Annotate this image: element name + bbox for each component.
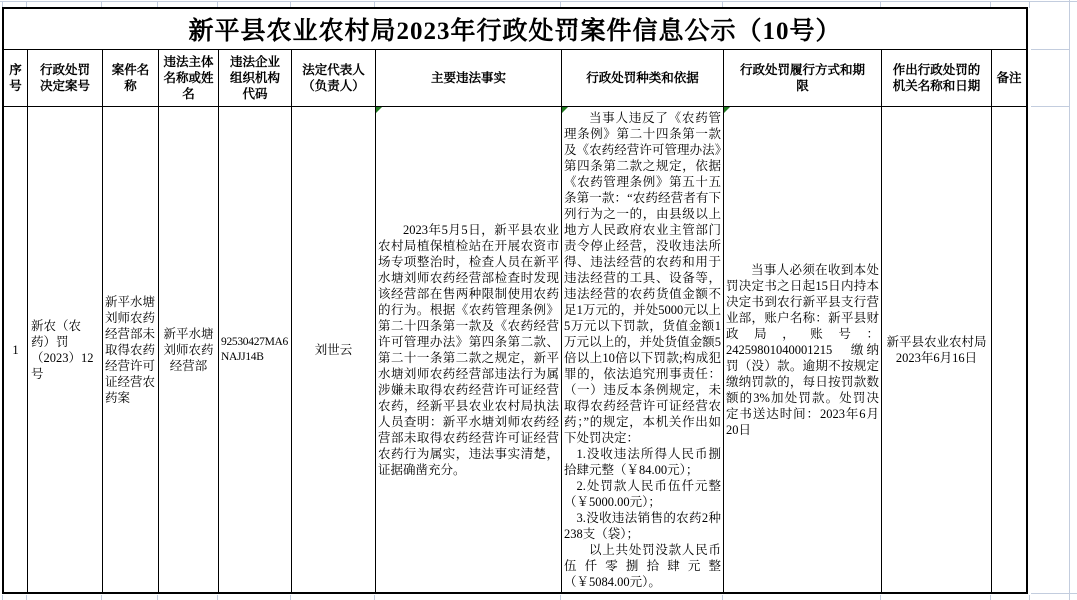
error-indicator-icon xyxy=(376,107,382,113)
penalty-item-3: 3.没收违法销售的农药2种238支（袋）； xyxy=(564,510,721,541)
penalty-item-2: 2.处罚款人民币伍仟元整（￥5000.00元）； xyxy=(564,478,721,509)
penalty-basis-text: 当事人违反了《农药管理条例》第二十四条第一款及《农药经营许可管理办法》第四条第二款之规定，依据《农药管理条例》第五十五条第一款：“农药经营者有下列行为之一的，由县级以上地方人民政府农业主管部门责令停止经营，没收违法所得、违法经营的农药和用于违法经营的工具、设备等，违法经营的农药货值金额不足1万元的，并处5000元以上5万元以下罚款，货值金额1万元以上的，并处货值金额5倍以上10倍以下罚款;构成犯罪的，依法追究刑事责任：（一）违反本条例规定，未取得农药经营许可证经营农药；”的规定，本机关作出如下处罚决定： xyxy=(564,110,721,445)
authority-name: 新平县农业农村局 xyxy=(886,334,987,349)
header-penalty-type-basis[interactable]: 行政处罚种类和依据 xyxy=(562,50,724,107)
header-remark[interactable]: 备注 xyxy=(992,50,1026,107)
gridline xyxy=(2,595,3,600)
cell-seq-no[interactable]: 1 xyxy=(4,107,28,592)
header-case-name[interactable]: 案件名称 xyxy=(103,50,159,107)
cell-case-name[interactable]: 新平水塘刘师农药经营部未取得农药经营许可证经营农药案 xyxy=(103,107,159,592)
error-indicator-icon xyxy=(724,107,730,113)
gridline xyxy=(1031,106,1069,107)
header-seq-no[interactable]: 序号 xyxy=(4,50,28,107)
header-subject-name[interactable]: 违法主体名称或姓名 xyxy=(159,50,219,107)
penalty-item-1: 1.没收违法所得人民币捌拾肆元整（￥84.00元）； xyxy=(564,446,721,477)
authority-date: 2023年6月16日 xyxy=(895,350,978,365)
page-title[interactable]: 新平县农业农村局2023年行政处罚案件信息公示（10号） xyxy=(4,9,1026,50)
cell-legal-rep[interactable]: 刘世云 xyxy=(292,107,376,592)
gridline xyxy=(1069,0,1070,600)
gridline xyxy=(1031,593,1077,594)
header-execution-deadline[interactable]: 行政处罚履行方式和期限 xyxy=(724,50,882,107)
gridline xyxy=(1031,49,1069,50)
cell-remark[interactable] xyxy=(992,107,1026,592)
cell-penalty-type-basis[interactable] xyxy=(562,107,724,592)
cell-org-code[interactable]: 92530427MA6NAJJ14B xyxy=(219,107,292,592)
gridline xyxy=(0,1,1077,2)
penalty-total: 以上共处罚没款人民币伍仟零捌拾肆元整（￥5084.00元）。 xyxy=(564,542,721,589)
header-authority-date[interactable]: 作出行政处罚的机关名称和日期 xyxy=(882,50,992,107)
cell-execution-deadline[interactable] xyxy=(724,107,882,592)
header-case-number[interactable]: 行政处罚决定案号 xyxy=(28,50,103,107)
cell-main-facts[interactable] xyxy=(376,107,562,592)
execution-text: 当事人必须在收到本处罚决定书之日起15日内持本决定书到农行新平县支行营业部，账户名称：新平县财政局，账号：24259801040001215 缴纳罚（没）款。逾期不按规定缴纳罚款的，每日按罚款数额的3%加处罚款。处罚决定书送达时间：2023年6月20日 xyxy=(726,262,879,437)
cell-case-number[interactable]: 新农（农药）罚（2023）12号 xyxy=(28,107,103,592)
main-facts-text: 2023年5月5日，新平县农业农村局植保植检站在开展农资市场专项整治时，检查人员在新平水塘刘师农药经营部检查时发现该经营部在售两种限制使用农药的行为。根据《农药管理条例》第二十四条第一款及《农药经营许可管理办法》第四条第二款、第二十一条第二款之规定，新平水塘刘师农药经营部违法行为属涉嫌未取得农药经营许可证经营农药，经新平县农业农村局执法人员查明：新平水塘刘师农药经营部未取得农药经营许可证经营农药行为属实，违法事实清楚，证据确凿充分。 xyxy=(378,222,559,477)
penalty-disclosure-table xyxy=(2,7,1028,594)
header-legal-rep[interactable]: 法定代表人（负责人） xyxy=(292,50,376,107)
cell-authority-date[interactable] xyxy=(882,107,992,592)
cell-subject-name[interactable]: 新平水塘刘师农药经营部 xyxy=(159,107,219,592)
header-main-facts[interactable]: 主要违法事实 xyxy=(376,50,562,107)
header-org-code[interactable]: 违法企业组织机构代码 xyxy=(219,50,292,107)
